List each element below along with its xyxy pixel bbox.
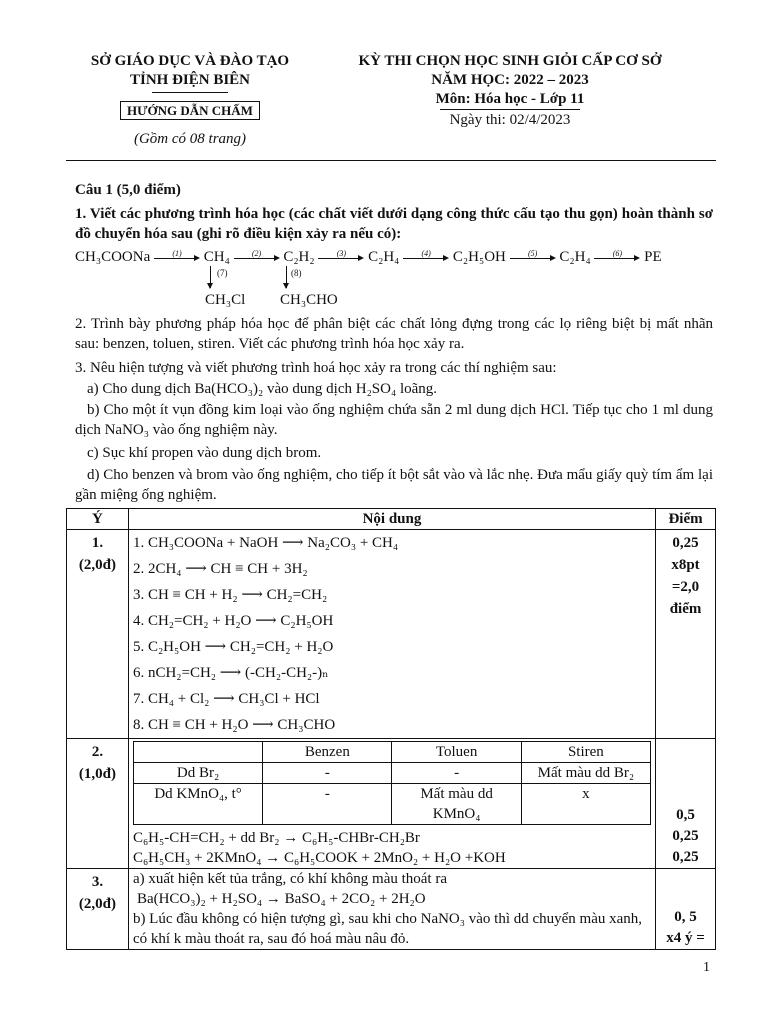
equation-1: 1. CH₃COONa + NaOH ⟶ Na₂CO₃ + CH₄ xyxy=(132,535,399,551)
scheme-ch4: CH₄ xyxy=(203,249,230,265)
row3-a1: a) xuất hiện kết tủa trắng, có khí không màu thoát ra xyxy=(132,871,448,887)
row1-index: 1. (2,0đ) xyxy=(67,530,129,739)
equation-2: 2. 2CH₄ ⟶ CH ≡ CH + 3H₂ xyxy=(132,561,308,577)
scheme-c2h5oh: C₂H₅OH xyxy=(452,249,506,265)
guide-box: HƯỚNG DẪN CHẤM xyxy=(120,101,260,120)
row3-content xyxy=(128,869,655,950)
header-y: Ý xyxy=(67,509,129,530)
part1-text: 1. Viết các phương trình hóa học (các chất viết dưới dạng công thức cấu tạo thu gọn) hoàn thành sơ đồ chuyển hóa sau (ghi rõ điều kiện xảy ra nếu có): xyxy=(75,206,713,242)
org-underline xyxy=(152,92,228,93)
part2-text: 2. Trình bày phương pháp hóa học để phân biệt các chất lỏng đựng trong các lọ riêng biệt bị mất nhãn sau: benzen, toluen, stiren. Viết các phương trình hóa học xảy ra. xyxy=(75,316,713,352)
part3-d: d) Cho benzen và brom vào ống nghiệm, cho tiếp ít bột sắt vào và lắc nhẹ. Đưa mẩu giấy quỳ tím ẩm lại gần miệng ống nghiệm. xyxy=(75,467,713,503)
scheme-branch-ch3cho: CH₃CHO xyxy=(280,292,338,308)
scheme-start: CH₃COONa xyxy=(75,249,151,265)
equation-7: 7. CH₄ + Cl₂ ⟶ CH₃Cl + HCl xyxy=(132,691,320,707)
equation-4: 4. CH₂=CH₂ + H₂O ⟶ C₂H₅OH xyxy=(132,613,334,629)
scheme-end: PE xyxy=(644,249,662,265)
equation-6: 6. nCH₂=CH₂ ⟶ (-CH₂-CH₂-)ₙ xyxy=(132,665,329,681)
scheme-arrow-8 xyxy=(286,266,287,288)
header-exam xyxy=(330,52,690,130)
row3-a2: Ba(HCO₃)₂ + H₂SO₄ → BaSO₄ + 2CO₂ + 2H₂O xyxy=(136,891,426,907)
part3-text: 3. Nêu hiện tượng và viết phương trình hoá học xảy ra trong các thí nghiệm sau: xyxy=(75,360,557,376)
equation-5: 5. C₂H₅OH ⟶ CH₂=CH₂ + H₂O xyxy=(132,639,334,655)
part3-b: b) Cho một ít vụn đồng kim loại vào ống nghiệm chứa sẵn 2 ml dung dịch HCl. Tiếp tục cho 1 ml dung dịch NaNO₃ vào ống nghiệm này. xyxy=(75,402,713,438)
table-row xyxy=(67,869,716,950)
row1-equations xyxy=(128,530,655,739)
row2-eq1: C₆H₅-CH=CH₂ + dd Br₂ → C₆H₅-CHBr-CH₂Br xyxy=(132,830,420,846)
question-title: Câu 1 (5,0 điểm) xyxy=(75,182,181,198)
header-content: Nội dung xyxy=(128,509,655,530)
header-divider xyxy=(66,160,716,161)
org-line-1: SỞ GIÁO DỤC VÀ ĐÀO TẠO xyxy=(90,53,290,69)
answer-table xyxy=(66,508,716,950)
exam-date: Ngày thi: 02/4/2023 xyxy=(449,112,571,128)
scheme-c2h4-2: C₂H₄ xyxy=(559,249,591,265)
table-row xyxy=(67,739,716,869)
scheme-arrow-3: (3) xyxy=(318,252,364,264)
equation-3: 3. CH ≡ CH + H₂ ⟶ CH₂=CH₂ xyxy=(132,587,328,603)
row2-index: 2. (1,0đ) xyxy=(67,739,129,869)
org-line-2: TỈNH ĐIỆN BIÊN xyxy=(129,72,251,88)
part3-a: a) Cho dung dịch Ba(HCO₃)₂ vào dung dịch H₂SO₄ loãng. xyxy=(87,381,438,397)
scheme-c2h4: C₂H₄ xyxy=(368,249,400,265)
header-organization xyxy=(60,52,320,90)
scheme-label-8: (8) xyxy=(291,268,302,278)
scheme-arrow-6: (6) xyxy=(594,252,640,264)
row2-score: 0,5 0,25 0,25 xyxy=(656,739,716,869)
row3-score: 0, 5 x4 ý = xyxy=(656,869,716,950)
equation-8: 8. CH ≡ CH + H₂O ⟶ CH₃CHO xyxy=(132,717,336,733)
table-row xyxy=(67,530,716,739)
row1-score: 0,25 x8pt =2,0 điểm xyxy=(656,530,716,739)
identification-table: Benzen Toluen Stiren Dd Br₂ - - Mất màu dd Br₂ Dd KMnO₄, t° - Mất màu dd KMnO₄ x xyxy=(133,741,651,825)
scheme-arrow-2: (2) xyxy=(234,252,280,264)
row3-index: 3. (2,0đ) xyxy=(67,869,129,950)
scheme-arrow-7 xyxy=(210,266,211,288)
scheme-label-7: (7) xyxy=(217,268,228,278)
pages-note: (Gồm có 08 trang) xyxy=(133,131,247,147)
scheme-arrow-4: (4) xyxy=(403,252,449,264)
page-number: 1 xyxy=(703,960,710,975)
scheme-c2h2: C₂H₂ xyxy=(283,249,315,265)
school-year: NĂM HỌC: 2022 – 2023 xyxy=(431,72,589,88)
header-score: Điểm xyxy=(656,509,716,530)
scheme-arrow-1: (1) xyxy=(154,252,200,264)
scheme-arrow-5: (5) xyxy=(510,252,556,264)
subject: Môn: Hóa học - Lớp 11 xyxy=(435,91,585,107)
scheme-branch-ch3cl: CH₃Cl xyxy=(205,292,246,308)
exam-title: KỲ THI CHỌN HỌC SINH GIỎI CẤP CƠ SỞ xyxy=(358,53,662,69)
subject-underline xyxy=(440,109,580,110)
row2-eq2: C₆H₅CH₃ + 2KMnO₄ → C₆H₅COOK + 2MnO₂ + H₂O +KOH xyxy=(132,850,506,866)
conversion-scheme xyxy=(75,248,662,266)
row3-b1: b) Lúc đầu không có hiện tượng gì, sau khi cho NaNO₃ vào thì dd chuyển màu xanh, có khí k màu thoát ra, sau đó hoá màu nâu đỏ. xyxy=(132,911,643,947)
table-header-row xyxy=(67,509,716,530)
part3-c: c) Sục khí propen vào dung dịch brom. xyxy=(87,445,322,461)
row2-content xyxy=(128,739,655,869)
guide-box-wrap xyxy=(60,101,320,120)
